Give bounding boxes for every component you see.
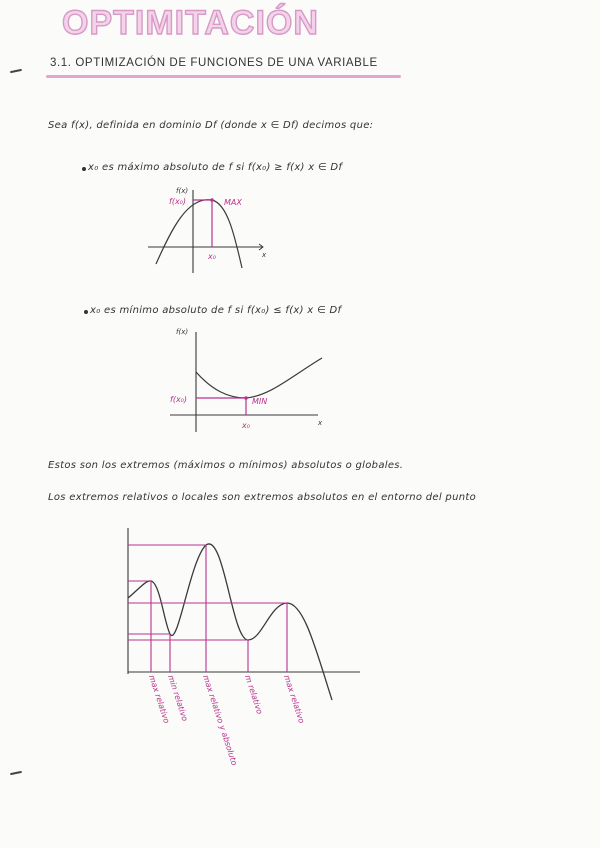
min-graph-point-label: MIN	[252, 397, 268, 406]
rel-label-5: max relativo	[282, 673, 307, 725]
max-point	[210, 198, 214, 202]
rel-graph-curve	[128, 544, 332, 700]
rel-label-2: min relativo	[166, 673, 190, 723]
max-graph-fx0-label: f(x₀)	[169, 197, 186, 206]
relative-extremes-graph	[128, 528, 360, 767]
page-title: OPTIMITACIÓN	[62, 4, 319, 42]
min-graph-y-label: f(x)	[176, 328, 189, 336]
min-graph-fx0-label: f(x₀)	[170, 395, 187, 404]
min-definition: x₀ es mínimo absoluto de f si f(x₀) ≤ f(x) x ∈ Df	[90, 305, 342, 316]
max-graph	[148, 187, 267, 273]
min-graph-x-label: x	[318, 419, 323, 427]
max-graph-point-label: MAX	[224, 198, 242, 207]
min-graph	[170, 328, 323, 432]
rel-label-1: max relativo	[147, 673, 172, 725]
max-definition: x₀ es máximo absoluto de f si f(x₀) ≥ f(x) x ∈ Df	[88, 162, 343, 173]
max-graph-x-label: x	[262, 251, 267, 259]
rel-label-3: max relativo y absoluto	[201, 673, 239, 767]
extremes-absolute-text: Estos son los extremos (máximos o mínimos) absolutos o globales.	[48, 460, 404, 471]
intro-text: Sea f(x), definida en dominio Df (donde x ∈ Df) decimos que:	[48, 120, 374, 131]
min-point	[244, 396, 248, 400]
rel-label-4: m relativo	[243, 673, 265, 716]
max-graph-x0-label: x₀	[208, 252, 216, 261]
extremes-relative-text: Los extremos relativos o locales son extremos absolutos en el entorno del punto	[48, 492, 476, 503]
min-graph-curve	[196, 358, 322, 398]
section-heading: 3.1. OPTIMIZACIÓN DE FUNCIONES DE UNA VARIABLE	[50, 57, 378, 69]
max-graph-curve	[156, 200, 242, 268]
min-graph-x0-label: x₀	[242, 421, 250, 430]
max-graph-y-label: f(x)	[176, 187, 189, 195]
